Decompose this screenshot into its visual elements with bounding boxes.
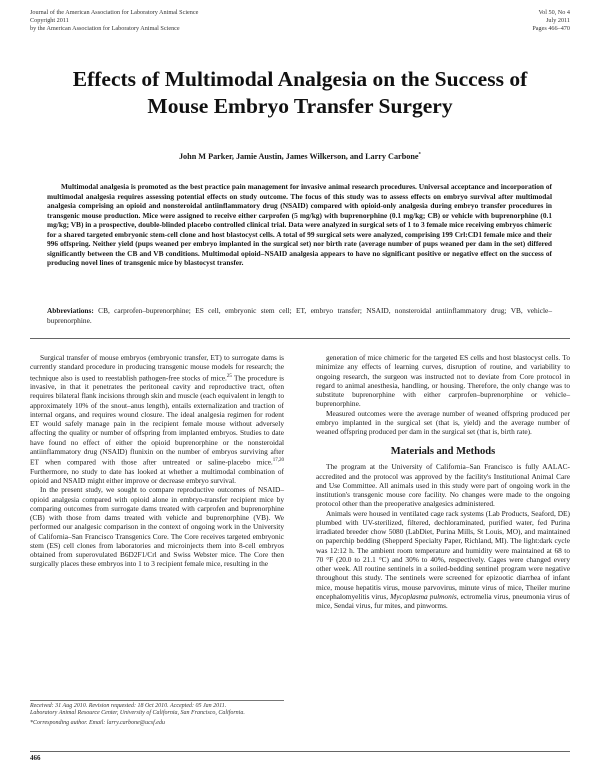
corresponding-author-mark: * (418, 152, 422, 158)
section-divider (30, 338, 570, 339)
intro-paragraph-4: Measured outcomes were the average number of weaned offspring produced per embryo implanted in the surgical set (that is, yield) and the average number of weaned offspring produced per dam in the surgical set (that is, birth rate). (316, 408, 570, 436)
intro-text-c: Furthermore, no study to date has looked at whether a multimodal combination of opioid and NSAID might either improve or decrease embryo survival. (30, 466, 284, 486)
author-names: John M Parker, Jamie Austin, James Wilkerson, and Larry Carbone (178, 152, 419, 161)
methods-paragraph-2 (316, 509, 570, 611)
volume-number: Vol 50, No 4 (538, 9, 570, 16)
abbreviations (47, 306, 552, 325)
abbreviations-text: CB, carprofen–buprenorphine; ES cell, embryonic stem cell; ET, embryo transfer; NSAID, nonsteroidal antiinflammatory drug; VB, vehicle–buprenorphine. (47, 306, 552, 325)
footnotes (30, 703, 284, 727)
copyright-holder: by the American Association for Laboratory Animal Science (30, 25, 180, 32)
received-dates: Received: 31 Aug 2010. Revision requested: 18 Oct 2010. Accepted: 05 Jan 2011. (30, 703, 227, 709)
footnote-divider (30, 700, 284, 701)
affiliation: Laboratory Animal Resource Center, University of California, San Francisco, California. (30, 710, 245, 717)
methods-paragraph-1: The program at the University of California–San Francisco is fully AALAC-accredited and the protocol was approved by the facility's Institutional Animal Care and Use Committee. All animals used in this study were part of ongoing work in the institution's transgenic mouse core facility. No changes were made to the ongoing protocol other than the preoperative analgesics administered. (316, 462, 570, 509)
methods-text-b: , ectromelia virus, pneumonia virus of mice, Sendai virus, fur mites, and pinworms. (316, 591, 571, 610)
intro-paragraph-2: In the present study, we sought to compare reproductive outcomes of NSAID–opioid analgesia compared with opioid alone in embryo-transfer recipient mice by comparing outcomes from surrogate dams treated with carprofen and buprenorphine (CB) with those from dams treated with vehicle and buprenorphine (VB). We performed our analgesic comparison in the context of ongoing work in the University of California–San Francisco Transgenics Core. The Core receives targeted embryonic stem (ES) cell clones from laboratories and microinjects them into 8-cell embryos obtained from superovulated B6D2F1/Crl and Swiss Webster mice. The Core then surgically places these embryos into 1 to 3 recipient female mice, resulting in the (30, 485, 284, 569)
journal-header (30, 9, 198, 33)
species-name: Mycoplasma pulmonis (390, 591, 457, 601)
correspondence[interactable]: *Corresponding author. Email: larry.carbone@ucsf.edu (30, 719, 165, 726)
journal-name: Journal of the American Association for Laboratory Animal Science (30, 9, 199, 16)
title-line-2: Mouse Embryo Transfer Surgery (147, 94, 453, 118)
page-footer-divider (30, 751, 570, 752)
citation-ref[interactable]: 17,20 (272, 458, 284, 464)
page-number: 466 (30, 754, 41, 762)
intro-paragraph-3: generation of mice chimeric for the targeted ES cells and host blastocyst cells. To minimize any effects of learning curves, disruption of routine, and variability to ongoing research, the surgeon was instructed not to deviate from Core protocol in regard to animal anesthesia, handling, or housing. Therefore, the only change was to substitute buprenorphine with either carprofen–buprenorphine or vehicle–buprenorphine. (316, 353, 570, 409)
methods-text-a: Animals were housed in ventilated cage rack systems (Lab Products, Seaford, DE) plumbed with UV-sterilized, filtered, dechloraminated, purified water, fed Purina irradiated breeder chow 5080 (LabDiet, Purina Mills, St Louis, MO), and maintained on paperchip bedding (Shepperd Specialty Paper, Richland, MI). The light:dark cycle was 12:12 h. The ambient room temperature and humidity were maintained at 68 to 70 °F (20.0 to 21.1 °C) and 30% to 40%, respectively. Cages were changed every other week. All routine sentinels in a soiled-bedding sentinel program were negative throughout this study. The sentinels were screened for epizootic diarrhea of infant mice, mouse hepatitis virus, mouse parvovirus, minute virus of mice, Theiler murine encephalomyelitis virus, (316, 508, 570, 601)
methods-heading: Materials and Methods (390, 446, 496, 458)
left-column (30, 353, 284, 569)
intro-text-b: The procedure is invasive, in that it penetrates the peritoneal cavity and reproductive tract, often requires bilateral flank incisions through skin and muscle (each equivalent in length to approximately 10% of the snout–anus length), entails externalization and traction of internal organs, and requires wound closure. The ideal analgesia regimen for rodent ET would safely manage pain in the recipient female mouse without adversely affecting the quality or number of offspring from implanted embryos. Studies to date have found no effect of either the opioid buprenorphine or the nonsteroidal antiinflammatory drug (NSAID) flunixin on the number of embryos surviving after ET when compared with those after untreated or saline-placebo mice. (30, 372, 284, 467)
article-title (30, 66, 570, 120)
intro-paragraph-1 (30, 353, 284, 485)
page-range: Pages 466–470 (532, 25, 570, 32)
citation-ref[interactable]: 25 (226, 373, 232, 379)
copyright-line: Copyright 2011 (30, 17, 69, 24)
abstract: Multimodal analgesia is promoted as the best practice pain management for invasive animal research procedures. Universal acceptance and incorporation of multimodal analgesia requires assessing potential effects on study outcome. The focus of this study was to assess effects on embryo survival after multimodal analgesia comprising an opioid and nonsteroidal antiinflammatory drug (NSAID) compared with opioid-only analgesia during embryo transfer procedures in transgenic mouse production. Mice were assigned to receive either carprofen (5 mg/kg) with buprenorphine (0.1 mg/kg; CB) or vehicle with buprenorphine (0.1 mg/kg; VB) in a prospective, double-blinded placebo controlled clinical trial. Data were analyzed in surgical sets of 1 to 3 female mice receiving embryos chimeric for a shared targeted embryonic stem-cell clone and host blastocyst cells. A total of 99 surgical sets were analyzed, comprising 199 Crl:CD1 female mice and their 996 offspring. Neither yield (pups weaned per embryo implanted in the surgical set) nor birth rate (average number of pups weaned per dam in the set) differed significantly between the CB and VB conditions. Multimodal opioid–NSAID analgesia appears to have no significant positive or negative effect on the success of producing novel lines of transgenic mice by blastocyst transfer. (47, 182, 552, 267)
abbreviations-label: Abbreviations: (47, 306, 94, 315)
author-list (30, 152, 570, 161)
intro-text-a: Surgical transfer of mouse embryos (embryonic transfer, ET) to surrogate dams is currently standard procedure in producing transgenic mouse models for research; the technique also is used to reestablish pathogen-free stocks of mice. (30, 353, 284, 382)
right-column (316, 353, 570, 610)
issue-info (532, 9, 570, 33)
title-line-1: Effects of Multimodal Analgesia on the Success of (72, 67, 528, 91)
issue-date: July 2011 (545, 17, 570, 24)
